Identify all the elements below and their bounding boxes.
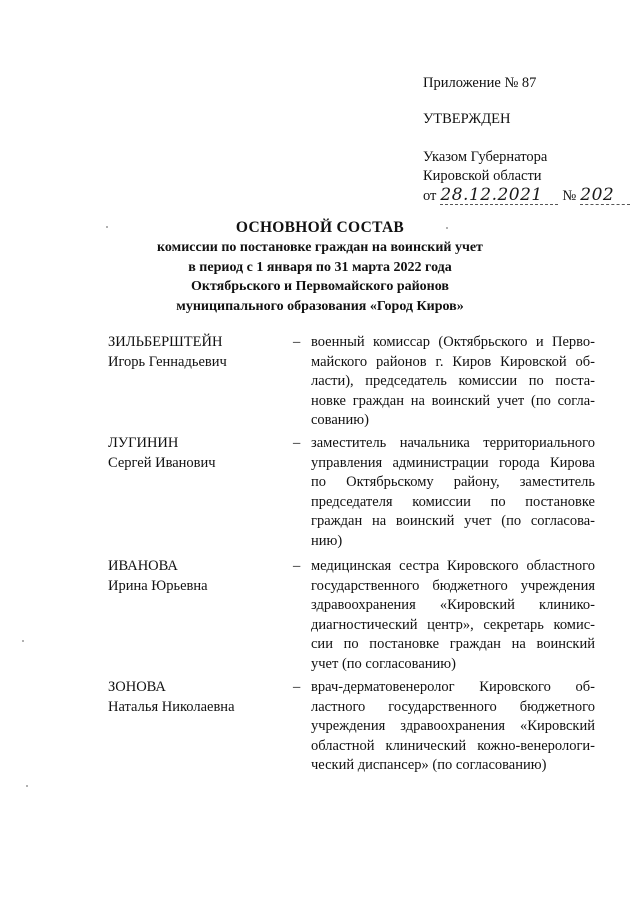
member-dash: – [293, 558, 301, 574]
description-line: государственного бюджетного учреждения [311, 577, 595, 594]
description-line: управления администрации города Кирова [311, 454, 595, 471]
member-description [311, 678, 595, 776]
scan-speck [26, 785, 28, 787]
member-dash: – [293, 435, 301, 451]
member-description [311, 333, 595, 431]
approved-label: УТВЕРЖДЕН [423, 111, 511, 127]
member-name [108, 434, 288, 473]
title-line-1: комиссии по постановке граждан на воинский учет [157, 240, 483, 255]
description-line: граждан на воинский учет (по согласова- [311, 513, 595, 529]
description-line: майского районов г. Киров Кировской об- [311, 353, 595, 370]
description-line: ческий диспансер» (по согласованию) [311, 757, 547, 773]
number-sign: № [562, 188, 577, 204]
description-line: здравоохранения «Кировский клинико- [311, 597, 595, 613]
member-surname: ЗИЛЬБЕРШТЕЙН [108, 334, 223, 350]
scan-speck [446, 227, 448, 229]
description-line: по Октябрьскому району, заместитель [311, 474, 595, 490]
handwritten-number: 202 [580, 186, 630, 205]
description-line: учет (по согласованию) [311, 655, 456, 672]
member-name [108, 333, 288, 372]
attachment-block [423, 74, 630, 206]
member-given-name: Ирина Юрьевна [108, 577, 208, 594]
description-line: сованию) [311, 412, 369, 428]
member-description [311, 557, 595, 674]
scan-speck [106, 226, 108, 228]
member-dash: – [293, 679, 301, 695]
handwritten-date: 28.12.2021 [440, 186, 558, 205]
description-line: врач-дерматовенеролог Кировского об- [311, 679, 595, 695]
description-line: областной клинический кожно-венерологи- [311, 737, 595, 754]
description-line: диагностический центр», секретарь комис- [311, 616, 595, 633]
member-description [311, 434, 595, 551]
description-line: военный комиссар (Октябрьского и Перво- [311, 334, 595, 350]
member-given-name: Игорь Геннадьевич [108, 353, 227, 370]
title-line-4: муниципального образования «Город Киров» [176, 298, 464, 314]
description-line: заместитель начальника территориального [311, 435, 595, 451]
scan-speck [22, 640, 24, 642]
decree-line-1: Указом Губернатора [423, 149, 548, 165]
member-name [108, 678, 288, 717]
member-surname: ИВАНОВА [108, 558, 178, 574]
description-line: нию) [311, 532, 343, 549]
member-surname: ЗОНОВА [108, 679, 166, 695]
member-dash: – [293, 334, 301, 350]
member-surname: ЛУГИНИН [108, 435, 179, 451]
document-title [60, 218, 580, 316]
title-line-3: Октябрьского и Первомайского районов [191, 279, 449, 294]
description-line: медицинская сестра Кировского областного [311, 558, 595, 574]
decree-line-2: Кировской области [423, 168, 542, 184]
member-given-name: Сергей Иванович [108, 454, 216, 471]
member-name [108, 557, 288, 596]
member-given-name: Наталья Николаевна [108, 698, 235, 715]
description-line: ластного государственного бюджетного [311, 698, 595, 715]
description-line: председателя комиссии по постановке [311, 493, 595, 510]
title-main: ОСНОВНОЙ СОСТАВ [235, 219, 405, 236]
date-prefix: от [423, 188, 437, 204]
description-line: новке граждан на воинский учет (по согла- [311, 392, 595, 409]
description-line: ласти), председатель комиссии по поста- [311, 373, 595, 389]
decree-date-line [423, 186, 630, 206]
description-line: сии по постановке граждан на воинский [311, 636, 595, 652]
description-line: учреждения здравоохранения «Кировский [311, 718, 595, 734]
title-line-2: в период с 1 января по 31 марта 2022 года [188, 259, 452, 275]
attachment-number: Приложение № 87 [423, 75, 537, 91]
